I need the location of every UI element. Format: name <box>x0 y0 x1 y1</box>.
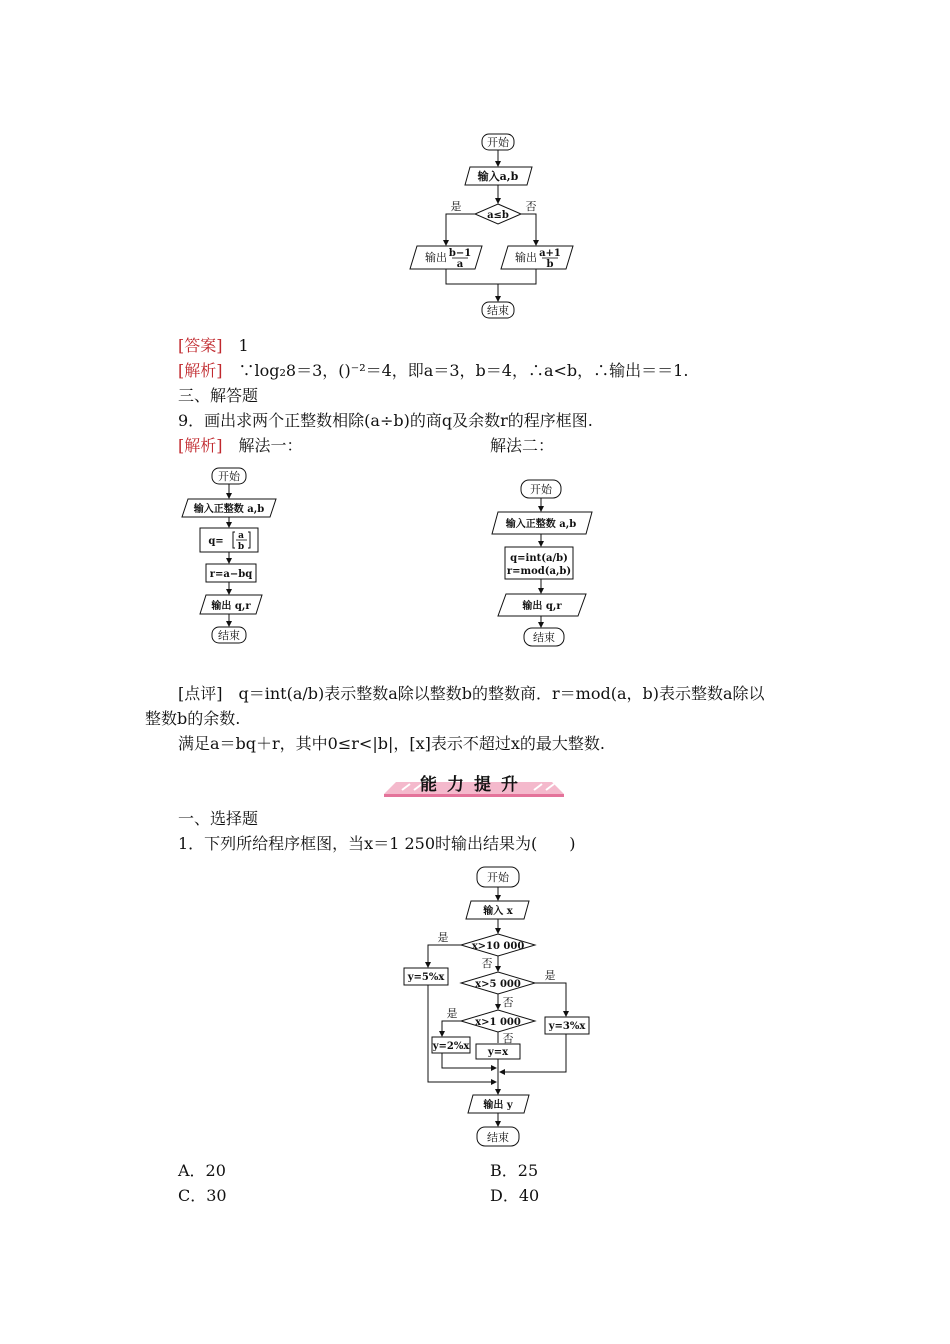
fc4-y5-text: y=5%x <box>407 972 445 983</box>
fc4-y3-text: y=3%x <box>548 1021 586 1032</box>
fc2-q-den: b <box>237 542 245 552</box>
flowchart-1 <box>400 130 580 322</box>
fc1-input-text: 输入a,b <box>477 170 519 183</box>
fc4-no1-label: 否 <box>481 957 493 970</box>
fc4-yes2-label: 是 <box>544 969 556 982</box>
fc1-output-right-box <box>501 246 573 269</box>
fc4-yes1-label: 是 <box>437 931 449 944</box>
flowchart-4 <box>395 862 595 1152</box>
fc4-input-text: 输入 x <box>483 906 513 917</box>
fc4-y2-text: y=2%x <box>432 1041 470 1052</box>
fc4-yx-text: y=x <box>487 1047 509 1058</box>
fc2-input-text: 输入正整数 a,b <box>193 504 265 515</box>
fc3-start-text: 开始 <box>530 483 552 496</box>
fc1-out-left-den: a <box>456 259 464 270</box>
section-3-heading: 三、解答题 <box>178 386 259 405</box>
fc3-output-text: 输出 q,r <box>522 601 562 612</box>
fc4-start-text: 开始 <box>487 871 509 884</box>
fc4-yes3-label: 是 <box>446 1007 458 1020</box>
fc1-out-right-num: a+1 <box>539 248 561 259</box>
fc4-output-text: 输出 y <box>483 1100 513 1111</box>
fc4-cond1-text: x>10 000 <box>471 941 525 952</box>
analysis-tag-1: [解析] <box>178 361 223 380</box>
fc1-out-right-den: b <box>546 259 554 270</box>
fc2-q-num: a <box>238 531 244 541</box>
method-2-label: 解法二： <box>490 436 555 455</box>
fc1-yes-label: 是 <box>450 200 462 213</box>
method-1-label: 解法一： <box>238 436 303 455</box>
fc2-r-text: r=a−bq <box>209 569 253 580</box>
answer-tag: [答案] <box>178 336 223 355</box>
fc4-cond2-text: x>5 000 <box>475 979 521 990</box>
fc2-q-label: q= <box>208 536 224 547</box>
answer-value: 1 <box>238 336 249 355</box>
fc1-no-label: 否 <box>525 200 537 213</box>
option-b[interactable]: B．25 <box>490 1161 539 1180</box>
fc4-no2-label: 否 <box>502 996 514 1009</box>
analysis-text-1: ∵log₂8＝3，()⁻²＝4，即a＝3，b＝4，∴a<b，∴输出＝＝1. <box>238 361 689 380</box>
option-a[interactable]: A．20 <box>178 1161 226 1180</box>
fc4-cond3-text: x>1 000 <box>475 1017 521 1028</box>
comment-line-3: 满足a＝bq＋r，其中0≤r<|b|，[x]表示不超过x的最大整数. <box>178 734 605 753</box>
comment-line-2: 整数b的余数. <box>145 709 241 728</box>
flowchart-2 <box>180 462 280 652</box>
fc3-q-text: q=int(a/b) <box>510 553 568 564</box>
fc2-end-text: 结束 <box>218 629 240 642</box>
analysis-line-1 <box>178 360 688 382</box>
fc4-no3-label: 否 <box>502 1032 514 1045</box>
banner-text: 能力提升 <box>420 775 528 795</box>
flowchart-3 <box>490 475 600 655</box>
question-9: 9．画出求两个正整数相除(a÷b)的商q及余数r的程序框图. <box>178 411 593 430</box>
section-banner <box>384 768 564 798</box>
answer-line <box>178 335 249 357</box>
fc4-end-text: 结束 <box>487 1131 509 1144</box>
fc2-output-text: 输出 q,r <box>211 601 251 612</box>
section-1-heading: 一、选择题 <box>178 809 259 828</box>
fc2-start-text: 开始 <box>218 470 240 483</box>
fc1-out-left-prefix: 输出 <box>425 251 447 264</box>
fc1-start-text: 开始 <box>487 136 509 149</box>
fc3-input-text: 输入正整数 a,b <box>505 519 577 530</box>
fc3-r-text: r=mod(a,b) <box>506 566 572 577</box>
analysis-line-2 <box>178 435 303 457</box>
question-1: 1．下列所给程序框图，当x＝1 250时输出结果为( ) <box>178 834 576 853</box>
fc1-out-left-num: b−1 <box>448 248 472 259</box>
option-d[interactable]: D．40 <box>490 1186 540 1205</box>
fc1-cond-text: a≤b <box>487 210 509 221</box>
fc3-end-text: 结束 <box>533 631 555 644</box>
comment-line-1: [点评] q＝int(a/b)表示整数a除以整数b的整数商．r＝mod(a，b)表示整数a除以 <box>178 684 765 703</box>
fc1-out-right-prefix: 输出 <box>515 251 537 264</box>
option-c[interactable]: C．30 <box>178 1186 227 1205</box>
analysis-tag-2: [解析] <box>178 436 223 455</box>
fc1-end-text: 结束 <box>487 304 509 317</box>
